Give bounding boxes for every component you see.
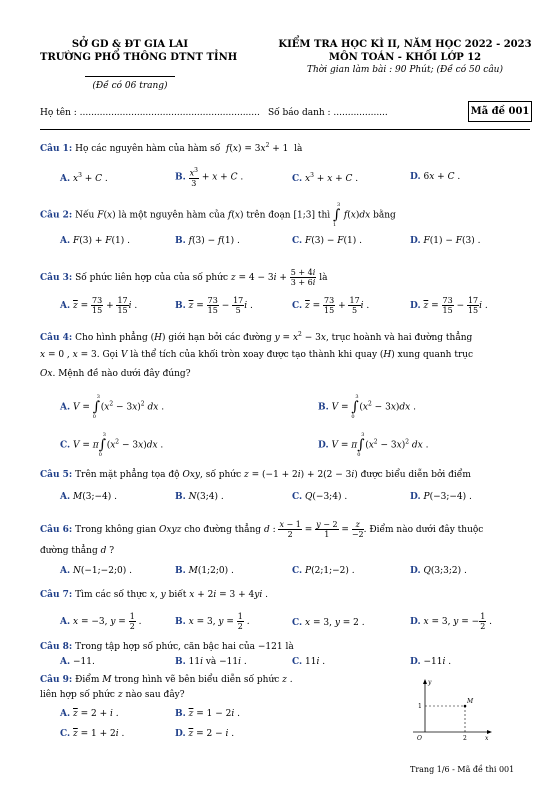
q9-option-a[interactable]: A. $\overline{z} = 2 + i$ . bbox=[60, 709, 119, 719]
x-axis-arrow bbox=[487, 730, 492, 734]
q5-option-a[interactable]: A. M(3;−4) . bbox=[60, 492, 117, 502]
q5-option-d[interactable]: D. P(−3;−4) . bbox=[410, 492, 472, 502]
tick-y-label: 1 bbox=[418, 703, 422, 710]
q1-option-c[interactable]: C. $x^3 + x + C$ . bbox=[292, 172, 359, 184]
origin-label: O bbox=[417, 735, 422, 742]
y-axis-label: y bbox=[428, 679, 432, 686]
y-axis-arrow bbox=[423, 679, 427, 684]
q6-option-c[interactable]: C. P(2;1;−2) . bbox=[292, 566, 355, 576]
subject-title: MÔN TOÁN - KHỐI LỚP 12 bbox=[328, 52, 482, 63]
question-5: Câu 5: Trên mặt phẳng tọa độ Oxy, số phức z = (−1 + 2i) + 2(2 − 3i) được biểu diễn bởi điểm bbox=[40, 470, 471, 480]
q4-option-b[interactable]: B. V = ∫ 3 0 $(x^2 - 3x)dx$ . bbox=[318, 394, 416, 420]
q1-option-b[interactable]: B. $\frac{x^3}{3}$ + x + C . bbox=[175, 167, 244, 188]
student-id-field: Số báo danh : ................... bbox=[268, 108, 388, 118]
question-2: Câu 2: Nếu F(x) là một nguyên hàm của f(x) trên đoạn [1;3] thì ∫ 3 1 f(x)dx bằng bbox=[40, 202, 396, 228]
info-divider bbox=[40, 129, 530, 130]
time-info: Thời gian làm bài : 90 Phút; (Đề có 50 câu) bbox=[306, 65, 503, 75]
question-4-line-3: Ox. Mệnh đề nào dưới đây đúng? bbox=[40, 369, 191, 379]
q3-option-c[interactable]: C. $\overline{z}$ = $\frac{73}{15}$ + $\frac{17}{5}$ i . bbox=[292, 296, 370, 315]
q2-option-b[interactable]: B. f(3) − f(1) . bbox=[175, 236, 240, 246]
q3-option-a[interactable]: A. $\overline{z}$ = $\frac{73}{15}$ + $\frac{17}{15}$ i . bbox=[60, 296, 138, 315]
q6-option-b[interactable]: B. M(1;2;0) . bbox=[175, 566, 234, 576]
x-axis-label: x bbox=[485, 735, 489, 742]
q2-option-a[interactable]: A. F(3) + F(1) . bbox=[60, 236, 130, 246]
exam-code-box: Mã đề 001 bbox=[468, 101, 532, 122]
q8-option-b[interactable]: B. 11i và −11i . bbox=[175, 657, 247, 667]
question-9-line-2: liên hợp số phức z nào sau đây? bbox=[40, 690, 185, 700]
page-count: (Đề có 06 trang) bbox=[92, 81, 168, 91]
question-8: Câu 8: Trong tập hợp số phức, căn bậc hai của −121 là bbox=[40, 642, 294, 652]
tick-x-label: 2 bbox=[463, 735, 467, 742]
q9-option-b[interactable]: B. $\overline{z} = 1 - 2i$ . bbox=[175, 709, 240, 719]
q3-option-d[interactable]: D. $\overline{z}$ = $\frac{73}{15}$ − $\frac{17}{15}$ i . bbox=[410, 296, 488, 315]
q6-option-d[interactable]: D. Q(3;3;2) . bbox=[410, 566, 467, 576]
q8-option-c[interactable]: C. 11i . bbox=[292, 657, 326, 667]
q4-option-d[interactable]: D. V = π∫ 3 0 $(x^2 - 3x)^2$ dx . bbox=[318, 432, 429, 458]
q7-option-c[interactable]: C. x = 3, y = 2 . bbox=[292, 618, 365, 628]
question-7: Câu 7: Tìm các số thực x, y biết x + 2i = 3 + 4yi . bbox=[40, 590, 268, 600]
q9-option-c[interactable]: C. $\overline{z} = 1 + 2i$ . bbox=[60, 729, 125, 739]
q8-option-d[interactable]: D. −11i . bbox=[410, 657, 452, 667]
question-9-line-1: Câu 9: Điểm M trong hình vẽ bên biểu diễn số phức z . bbox=[40, 675, 293, 685]
complex-plane-figure bbox=[405, 676, 495, 746]
exam-title: KIỂM TRA HỌC KÌ II, NĂM HỌC 2022 - 2023 bbox=[278, 39, 532, 50]
q4-option-a[interactable]: A. V = ∫ 3 0 $(x^2 - 3x)^2$ dx . bbox=[60, 394, 165, 420]
question-3: Câu 3: Số phức liên hợp của của số phức z = 4 − 3i + $\frac{5 + 4i}{3 + 6i}$ là bbox=[40, 268, 328, 287]
q2-option-c[interactable]: C. F(3) − F(1) . bbox=[292, 236, 363, 246]
question-1: Câu 1: Họ các nguyên hàm của hàm số $f(x) = 3x^2 + 1$ là bbox=[40, 142, 303, 154]
q1-option-a[interactable]: A. $x^3 + C$ . bbox=[60, 172, 108, 184]
point-m-label: M bbox=[467, 698, 474, 705]
question-6-line-1: Câu 6: Trong không gian Oxyz cho đường thẳng d : $\frac{x - 1}{2}$ = $\frac{y - 2}{1}$ = $\frac{z}{-2}$ . Điểm nào dưới đây thuộc bbox=[40, 520, 484, 539]
q5-option-c[interactable]: C. Q(−3;4) . bbox=[292, 492, 348, 502]
q4-option-c[interactable]: C. V = π∫ 3 0 $(x^2 - 3x)dx$ . bbox=[60, 432, 164, 458]
name-field: Họ tên : ............................................................... bbox=[40, 108, 260, 118]
q5-option-b[interactable]: B. N(3;4) . bbox=[175, 492, 224, 502]
department-name: SỞ GD & ĐT GIA LAI bbox=[71, 39, 189, 50]
q1-option-d[interactable]: D. 6x + C . bbox=[410, 172, 461, 182]
q2-option-d[interactable]: D. F(1) − F(3) . bbox=[410, 236, 481, 246]
question-6-line-2: đường thẳng d ? bbox=[40, 546, 115, 556]
q8-option-a[interactable]: A. −11. bbox=[60, 657, 95, 667]
q7-option-a[interactable]: A. x = −3, y = $\frac{1}{2}$ . bbox=[60, 612, 142, 631]
q7-option-b[interactable]: B. x = 3, y = $\frac{1}{2}$ . bbox=[175, 612, 250, 631]
point-m bbox=[464, 705, 467, 708]
page-footer: Trang 1/6 - Mã đề thi 001 bbox=[410, 765, 515, 774]
question-4-line-2: x = 0 , x = 3. Gọi V là thể tích của khối tròn xoay được tạo thành khi quay (H) xung quanh trục bbox=[40, 350, 474, 360]
q3-option-b[interactable]: B. $\overline{z}$ = $\frac{73}{15}$ − $\frac{17}{5}$ i . bbox=[175, 296, 253, 315]
question-4-line-1: Câu 4: Cho hình phẳng (H) giới hạn bởi các đường $y = x^2 - 3x$, trục hoành và hai đường thẳng bbox=[40, 331, 473, 343]
header-divider bbox=[85, 76, 175, 77]
q7-option-d[interactable]: D. x = 3, y = − $\frac{1}{2}$ . bbox=[410, 612, 493, 631]
q9-option-d[interactable]: D. $\overline{z} = 2 - i$ . bbox=[175, 729, 235, 739]
q6-option-a[interactable]: A. N(−1;−2;0) . bbox=[60, 566, 132, 576]
school-name: TRƯỜNG PHỔ THÔNG DTNT TỈNH bbox=[40, 52, 238, 63]
